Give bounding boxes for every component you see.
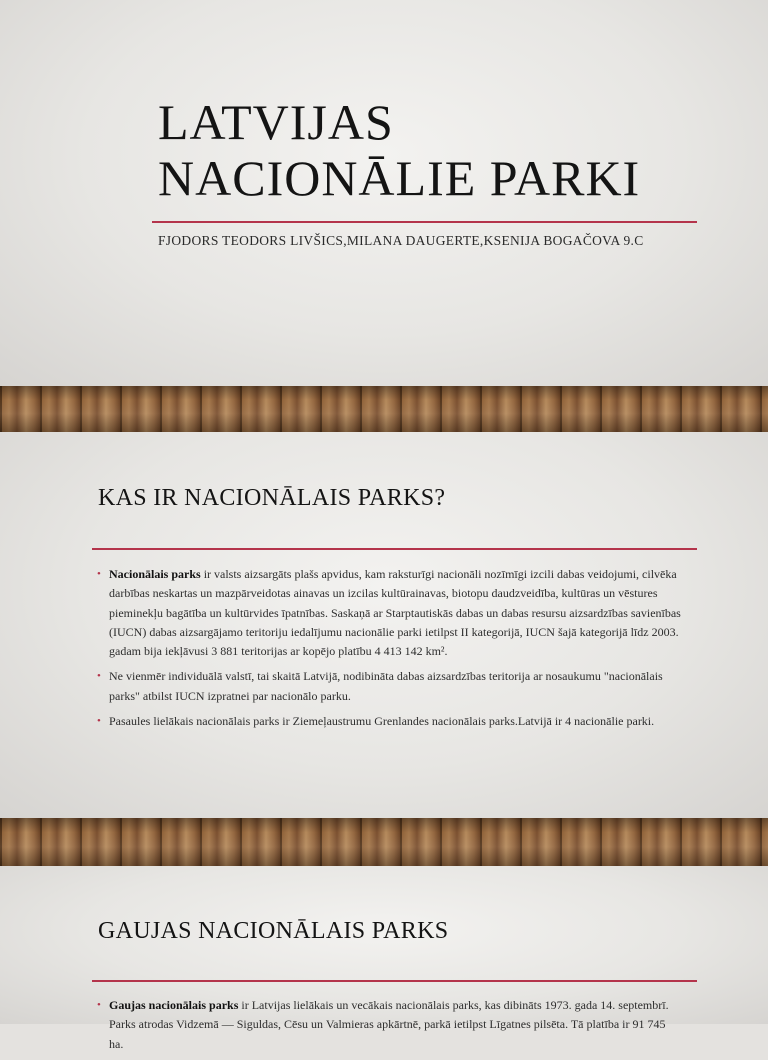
authors-subtitle: FJODORS TEODORS LIVŠICS,MILANA DAUGERTE,KSENIJA BOGAČOVA 9.C	[158, 233, 644, 248]
title-line-2: NACIONĀLIE PARKI	[158, 150, 641, 206]
bullet-list	[97, 996, 682, 1060]
bullet-list	[97, 565, 682, 737]
bullet-item	[97, 712, 682, 731]
slide-heading: GAUJAS NACIONĀLAIS PARKS	[98, 918, 449, 944]
bullet-icon: •	[97, 715, 101, 728]
gauja-park-slide	[0, 866, 768, 1051]
presentation-title	[158, 94, 718, 206]
bullet-icon: •	[97, 999, 101, 1011]
bullet-text: Pasaules lielākais nacionālais parks ir Ziemeļaustrumu Grenlandes nacionālais parks.Latvijā ir 4 nacionālie parki.	[109, 714, 655, 729]
bullet-icon: •	[97, 670, 101, 683]
bullet-text: ir Latvijas lielākais un vecākais nacionālais parks, kas dibināts 1973. gada 14. septembrī. Parks atrodas Vidzemā — Siguldas, Cēsu un Valmieras apkārtnē, parkā ietilpst Līgatnes pilsēta. Tā platība ir 91 745 ha.	[109, 998, 669, 1051]
bullet-item	[97, 565, 682, 661]
slide-heading: KAS IR NACIONĀLAIS PARKS?	[98, 485, 446, 511]
bullet-item	[97, 996, 682, 1054]
heading-divider	[92, 548, 697, 550]
definition-slide	[0, 432, 768, 818]
bullet-icon: •	[97, 568, 101, 580]
bullet-item	[97, 667, 682, 706]
bullet-bold-term: Gaujas nacionālais parks	[109, 998, 239, 1012]
title-divider	[152, 221, 697, 223]
heading-divider	[92, 980, 697, 982]
wood-floor-strip	[0, 818, 768, 866]
bullet-text: Ne vienmēr individuālā valstī, tai skaitā Latvijā, nodibināta dabas aizsardzības teritorija ar nosaukumu "nacionālais parks" atbilst IUCN izpratnei par nacionālo parku.	[109, 669, 663, 703]
wood-floor-strip	[0, 386, 768, 432]
bullet-text: ir valsts aizsargāts plašs apvidus, kam raksturīgi nacionāli nozīmīgi izcili dabas veidojumi, cilvēka darbības neskartas un mazpārveidotas ainavas un izcilas kultūrainavas, biotopu daudzveidība, kultūras un vēstures pieminekļu bagātība un kultūrvides īpatnības. Saskaņā ar Starptautiskās dabas un dabas resursu aizsardzības savienības (IUCN) dabas aizsargājamo teritoriju iedalījumu nacionālie parki ietilpst II kategorijā, IUCN šajā kategorijā līdz 2003. gadam bija iekļāvusi 3 881 teritorijas ar kopējo platību 4 413 142 km².	[109, 567, 681, 659]
title-line-1: LATVIJAS	[158, 94, 394, 150]
title-slide	[0, 0, 768, 386]
bullet-bold-term: Nacionālais parks	[109, 567, 201, 581]
